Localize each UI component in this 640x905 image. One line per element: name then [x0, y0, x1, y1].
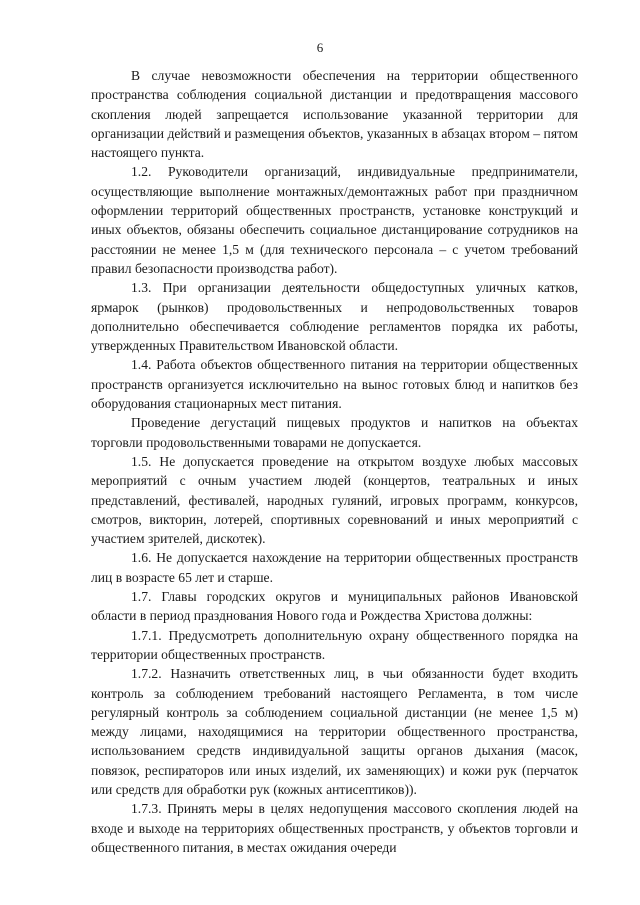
paragraph-1-2: 1.2. Руководители организаций, индивидуальные предприниматели, осуществляющие выполнение монтажных/демонтажных работ при праздничном оформлении территорий общественных пространств, установке конструкций и иных объектов, обязаны обеспечить социальное дистанцирование сотрудников на расстоянии не менее 1,5 м (для технического персонала – с учетом требований правил безопасности производства работ).: [91, 164, 578, 276]
document-body: [91, 66, 578, 857]
paragraph-1-7-2: 1.7.2. Назначить ответственных лиц, в чьи обязанности будет входить контроль за соблюдением требований настоящего Регламента, в том числе регулярный контроль за соблюдением социальной дистанции (не менее 1,5 м) между лицами, находящимися на территории общественного пространства, использованием средств индивидуальной защиты органов дыхания (масок, повязок, респираторов или иных изделий, их заменяющих) и кожи рук (перчаток или средств для обработки рук (кожных антисептиков)).: [91, 666, 578, 797]
paragraph-1-7: 1.7. Главы городских округов и муниципальных районов Ивановской области в период празднования Нового года и Рождества Христова должны:: [91, 589, 578, 624]
paragraph-1-7-1: 1.7.1. Предусмотреть дополнительную охрану общественного порядка на территории общественных пространств.: [91, 627, 578, 662]
paragraph-1-3: 1.3. При организации деятельности общедоступных уличных катков, ярмарок (рынков) продовольственных и непродовольственных товаров дополнительно обеспечивается соблюдение регламентов порядка их работы, утвержденных Правительством Ивановской области.: [91, 280, 578, 354]
paragraph-1-5: 1.5. Не допускается проведение на открытом воздухе любых массовых мероприятий с очным участием людей (концертов, театральных и иных представлений, фестивалей, народных гуляний, игровых программ, конкурсов, смотров, викторин, лотерей, спортивных соревнований и иных мероприятий с участием зрителей, дискотек).: [91, 453, 578, 547]
paragraph-1-4: 1.4. Работа объектов общественного питания на территории общественных пространств организуется исключительно на вынос готовых блюд и напитков без оборудования стационарных мест питания.: [91, 357, 578, 412]
paragraph-tasting: Проведение дегустаций пищевых продуктов и напитков на объектах торговли продовольственными товарами не допускается.: [91, 415, 578, 450]
paragraph-1-7-3: 1.7.3. Принять меры в целях недопущения массового скопления людей на входе и выходе на территориях общественных пространств, у объектов торговли и общественного питания, в местах ожидания очереди: [91, 801, 578, 855]
paragraph-intro: В случае невозможности обеспечения на территории общественного пространства соблюдения социальной дистанции и предотвращения массового скопления людей запрещается использование указанной территории для организации действий и размещения объектов, указанных в абзацах втором – пятом настоящего пункта.: [91, 68, 578, 161]
paragraph-1-6: 1.6. Не допускается нахождение на территории общественных пространств лиц в возрасте 65 лет и старше.: [91, 550, 578, 585]
page-number: 6: [316, 40, 324, 55]
